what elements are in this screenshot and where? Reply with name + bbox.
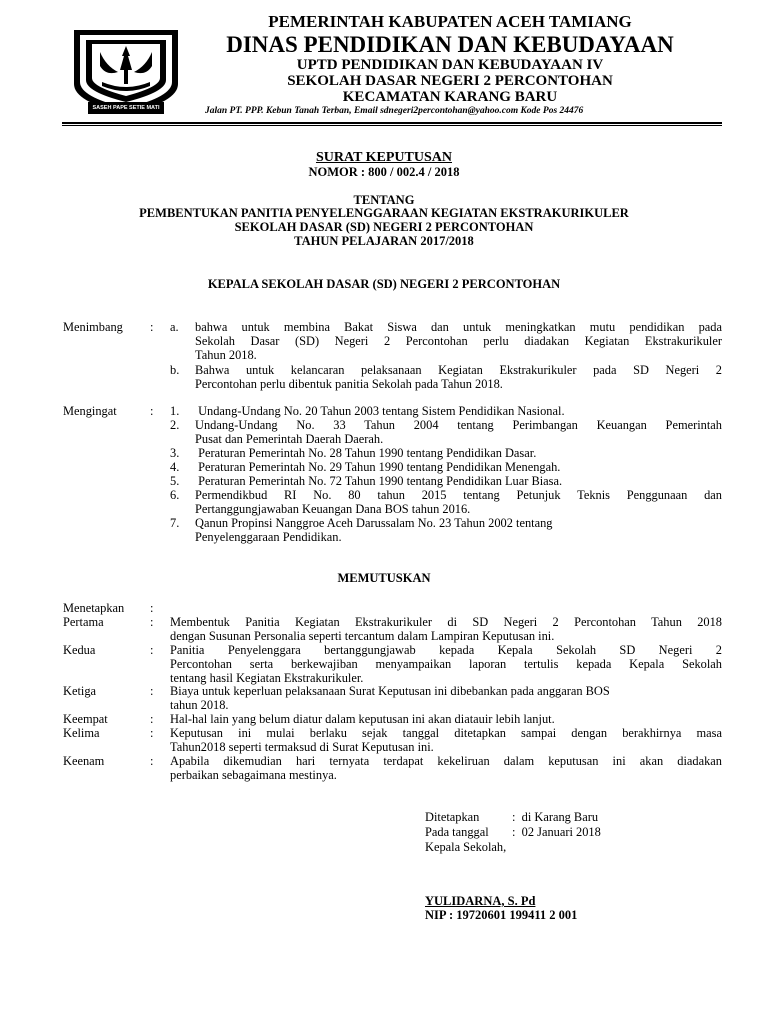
mengingat-2-text: Undang-Undang No. 33 Tahun 2004 tentang Perimbangan Keuangan Pemerintah Pusat dan Pemerintah Daerah Daerah. [195,418,722,446]
mengingat-7-mark: 7. [170,516,180,530]
address-line: Jalan PT. PPP. Kebun Tanah Terban, Email sdnegeri2percontohan@yahoo.com Kode Pos 24476 [205,106,584,116]
signer-position: Kepala Sekolah, [425,840,507,854]
kelima-text: Keputusan ini mulai berlaku sejak tanggal ditetapkan sampai dengan berakhirnya masa Tahun2018 seperti termaksud di Surat Keputusan ini. [170,726,722,754]
pertama-label: Pertama [63,615,104,629]
kedua-label: Kedua [63,643,96,657]
place-value: : di Karang Baru [512,810,599,824]
header-divider-thin [62,125,722,126]
ketiga-colon: : [150,684,154,698]
mengingat-3-text: Peraturan Pemerintah No. 28 Tahun 1990 tentang Pendidikan Dasar. [195,446,537,460]
kelima-colon: : [150,726,154,740]
menimbang-b-text: Bahwa untuk kelancaran pelaksanaan Kegiatan Ekstrakurikuler pada SD Negeri 2 Percontohan perlu dibentuk panitia Sekolah pada Tahun 2018. [195,363,722,391]
mengingat-colon: : [150,404,154,418]
school-title: SEKOLAH DASAR NEGERI 2 PERCONTOHAN [287,73,613,89]
mengingat-5-text: Peraturan Pemerintah No. 72 Tahun 1990 tentang Pendidikan Luar Biasa. [195,474,563,488]
menetapkan-colon: : [150,601,154,615]
kedua-text: Panitia Penyelenggara bertanggungjawab kepada Kepala Sekolah SD Negeri 2 Percontohan serta berkewajiban menyampaikan laporan tertulis kepada Kepala Sekolah tentang hasil Kegiatan Ekstrakurikuler. [170,643,722,685]
pertama-colon: : [150,615,154,629]
menimbang-a-mark: a. [170,320,179,334]
mengingat-3-mark: 3. [170,446,180,460]
ketiga-text: Biaya untuk keperluan pelaksanaan Surat Keputusan ini dibebankan pada anggaran BOS tahun 2018. [170,684,610,712]
government-title: PEMERINTAH KABUPATEN ACEH TAMIANG [268,12,632,31]
mengingat-label: Mengingat [63,404,117,418]
district-title: KECAMATAN KARANG BARU [342,89,558,105]
mengingat-6-text: Permendikbud RI No. 80 tahun 2015 tentang Petunjuk Teknis Penggunaan dan Pertanggungjawaban Keuangan Dana BOS tahun 2016. [195,488,722,516]
place-label: Ditetapkan [425,810,480,824]
agency-title: DINAS PENDIDIKAN DAN KEBUDAYAAN [226,32,674,57]
menimbang-b-mark: b. [170,363,180,377]
signer-name: YULIDARNA, S. Pd [425,894,536,908]
kedua-colon: : [150,643,154,657]
subject-line-3: TAHUN PELAJARAN 2017/2018 [294,234,474,248]
tentang-label: TENTANG [353,193,415,207]
date-label: Pada tanggal [425,825,489,839]
mengingat-7-text: Qanun Propinsi Nanggroe Aceh Darussalam No. 23 Tahun 2002 tentang Penyelenggaraan Pendidikan. [195,516,553,544]
menimbang-label: Menimbang [63,320,123,334]
date-value: : 02 Januari 2018 [512,825,601,839]
menimbang-colon: : [150,320,154,334]
kelima-label: Kelima [63,726,100,740]
ketiga-label: Ketiga [63,684,97,698]
memutuskan-heading: MEMUTUSKAN [337,571,431,585]
mengingat-6-mark: 6. [170,488,180,502]
mengingat-4-mark: 4. [170,460,180,474]
keenam-colon: : [150,754,154,768]
header-divider-thick [62,122,722,124]
mengingat-1-mark: 1. [170,404,180,418]
keenam-text: Apabila dikemudian hari ternyata terdapat kekeliruan dalam keputusan ini akan diadakan perbaikan sebagaimana mestinya. [170,754,722,782]
subject-line-1: PEMBENTUKAN PANITIA PENYELENGGARAAN KEGIATAN EKSTRAKURIKULER [139,206,629,220]
logo-motto: SASEH PAPE SETIE MATI [92,105,160,111]
decree-heading: SURAT KEPUTUSAN [315,150,452,165]
mengingat-4-text: Peraturan Pemerintah No. 29 Tahun 1990 tentang Pendidikan Menengah. [195,460,561,474]
signer-nip: NIP : 19720601 199411 2 001 [425,908,578,922]
mengingat-2-mark: 2. [170,418,180,432]
subject-line-2: SEKOLAH DASAR (SD) NEGERI 2 PERCONTOHAN [234,220,534,234]
keempat-colon: : [150,712,154,726]
keenam-label: Keenam [63,754,105,768]
unit-title: UPTD PENDIDIKAN DAN KEBUDAYAAN IV [296,57,604,73]
mengingat-5-mark: 5. [170,474,180,488]
menimbang-a-text: bahwa untuk membina Bakat Siswa dan untuk meningkatkan mutu pendidikan pada Sekolah Dasar (SD) Negeri 2 Percontohan perlu diadakan Kegiatan Ekstrakurikuler Tahun 2018. [195,320,722,362]
issuer-title: KEPALA SEKOLAH DASAR (SD) NEGERI 2 PERCONTOHAN [207,277,561,291]
keempat-label: Keempat [63,712,108,726]
pertama-text: Membentuk Panitia Kegiatan Ekstrakurikuler di SD Negeri 2 Percontohan Tahun 2018 dengan Susunan Personalia seperti tercantum dalam Lampiran Keputusan ini. [170,615,722,643]
menetapkan-label: Menetapkan [63,601,125,615]
school-logo [70,22,182,117]
keempat-text: Hal-hal lain yang belum diatur dalam keputusan ini akan diatauir lebih lanjut. [170,712,555,726]
mengingat-1-text: Undang-Undang No. 20 Tahun 2003 tentang Sistem Pendidikan Nasional. [195,404,565,418]
decree-number: NOMOR : 800 / 002.4 / 2018 [308,165,460,179]
